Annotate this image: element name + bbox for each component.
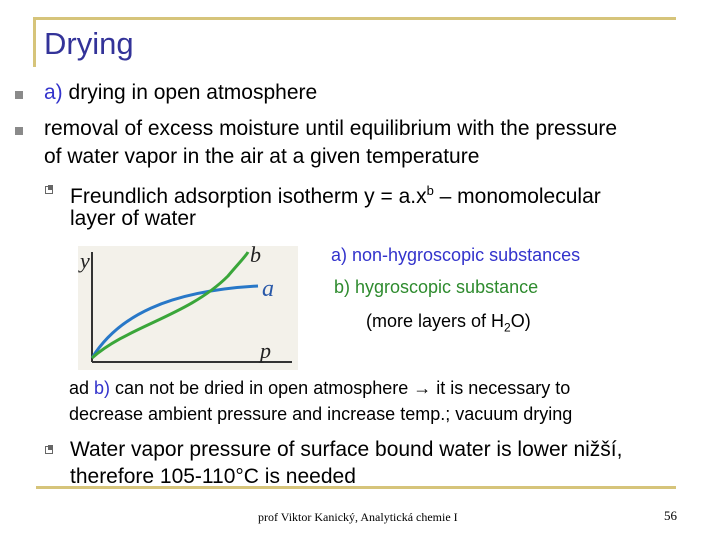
sub-bullet-icon (45, 446, 53, 454)
note-line2: decrease ambient pressure and increase temp.; vacuum drying (69, 404, 573, 424)
frame-left-rule (33, 17, 36, 67)
bullet-square-icon (15, 91, 23, 99)
isotherm-graph-svg (78, 246, 298, 370)
note-line1 (69, 376, 570, 400)
isotherm-text: Freundlich adsorption isotherm y = a.x (70, 185, 427, 208)
footer-credit: prof Viktor Kanický, Analytická chemie I (258, 510, 458, 524)
bullet-2-line1: removal of excess moisture until equilibrium with the pressure (44, 117, 618, 140)
graph-label-b: b (250, 246, 261, 267)
sub-bullet-icon (45, 186, 53, 194)
legend-c-pre: (more layers of H (366, 311, 505, 331)
legend-a: a) non-hygroscopic substances (331, 245, 581, 265)
sub-bullet-2-line1: Water vapor pressure of surface bound water is lower nižší, (70, 438, 623, 461)
curve-b (92, 252, 248, 358)
note-b: b) (94, 378, 111, 398)
slide-title: Drying (44, 26, 134, 61)
exponent: b (426, 183, 434, 198)
legend-c-post: O) (510, 311, 531, 331)
sub-bullet-1-line2: layer of water (70, 207, 197, 230)
graph-label-p: p (260, 338, 271, 363)
isotherm-graph (78, 246, 298, 370)
graph-label-a: a (262, 276, 274, 302)
legend-c-sub: 2 (504, 320, 511, 335)
graph-label-y: y (80, 248, 90, 273)
frame-top-rule (36, 17, 676, 20)
bullet-1-prefix: a) (44, 81, 63, 104)
legend-b: b) hygroscopic substance (334, 277, 539, 297)
legend-c (366, 309, 531, 340)
bullet-1 (44, 79, 317, 106)
note-prefix: ad (69, 378, 95, 398)
page-number: 56 (664, 508, 677, 523)
sub-bullet-2-line2: therefore 105-110°C is needed (70, 465, 356, 488)
curve-a (92, 286, 258, 358)
bullet-2-line2: of water vapor in the air at a given temperature (44, 145, 480, 168)
isotherm-text-rest: – monomolecular (433, 185, 601, 208)
note-rest: can not be dried in open atmosphere → it is necessary to (110, 378, 571, 398)
bullet-1-text: drying in open atmosphere (62, 81, 318, 104)
bullet-square-icon (15, 127, 23, 135)
